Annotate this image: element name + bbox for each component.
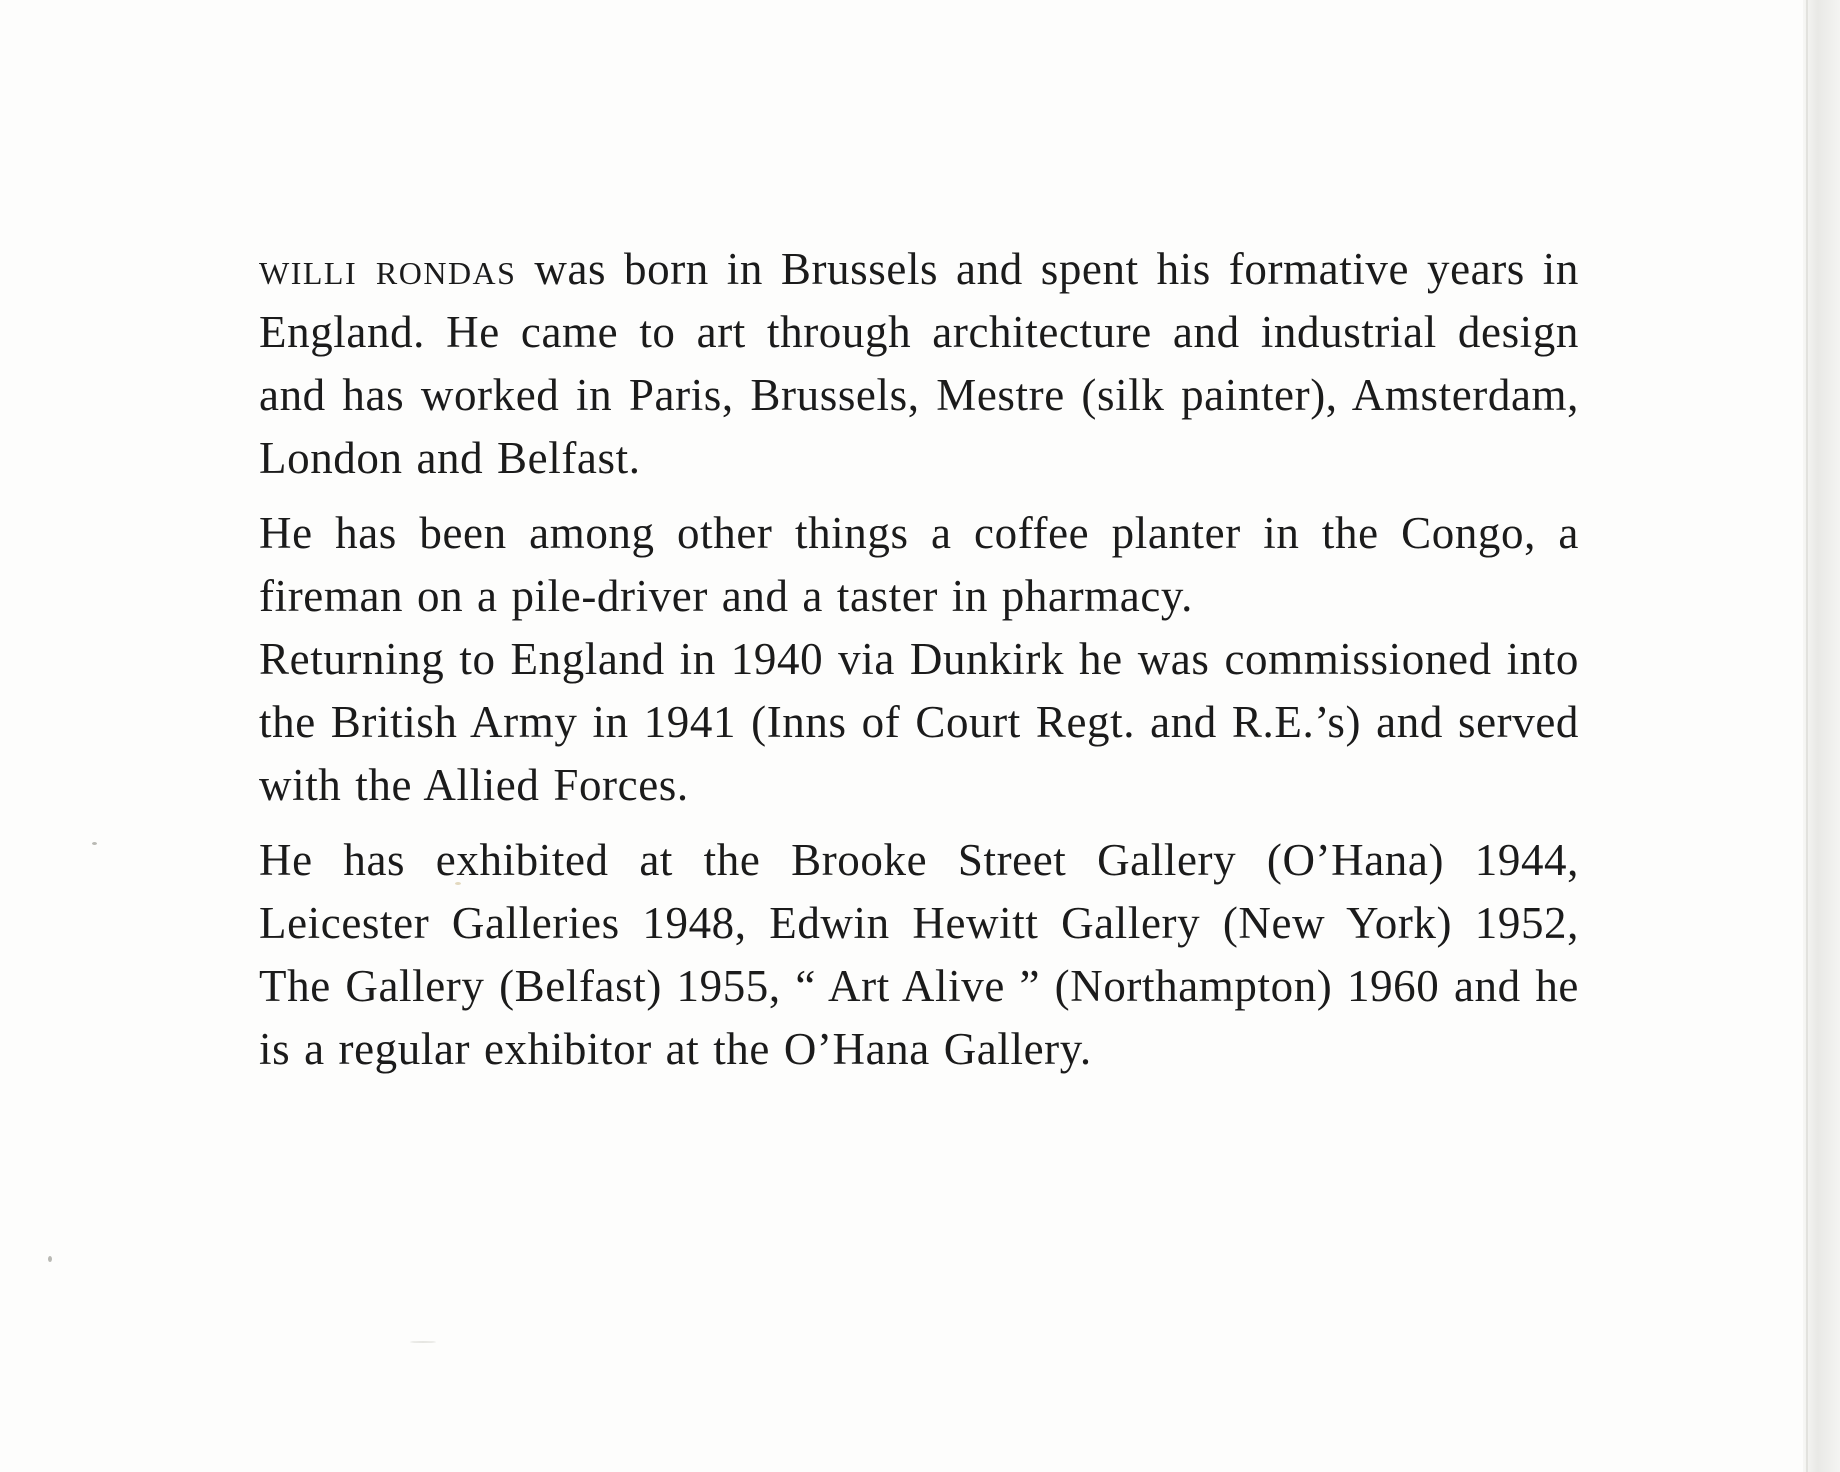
paper-speck bbox=[92, 842, 97, 845]
paper-speck bbox=[48, 1256, 52, 1262]
artist-name: willi rondas bbox=[259, 244, 517, 294]
page-edge-line bbox=[1806, 0, 1808, 1472]
page-edge-shadow bbox=[1803, 0, 1840, 1472]
paper-speck bbox=[410, 1341, 436, 1343]
bio-paragraph-3: Returning to England in 1940 via Dunkirk he was commissioned into the British Army in 1941 (Inns of Court Regt. and R.E.’s) and served with the Allied Forces. bbox=[259, 634, 1579, 810]
bio-paragraph-intro bbox=[259, 238, 1579, 490]
artist-biography bbox=[259, 238, 1579, 1081]
bio-paragraph-1-text: was born in Brussels and spent his formative years in England. He came to art through architecture and industrial design and has worked in Paris, Brussels, Mestre (silk painter), Amsterdam, London and Belfast. bbox=[259, 244, 1579, 483]
bio-paragraph-4: He has exhibited at the Brooke Street Gallery (O’Hana) 1944, Leicester Galleries 1948, Edwin Hewitt Gallery (New York) 1952, The Gallery (Belfast) 1955, “ Art Alive ” (Northampton) 1960 and he is a regular exhibitor at the O’Hana Gallery. bbox=[259, 835, 1579, 1074]
bio-paragraph-2: He has been among other things a coffee planter in the Congo, a fireman on a pile-driver and a taster in pharmacy. bbox=[259, 508, 1579, 621]
